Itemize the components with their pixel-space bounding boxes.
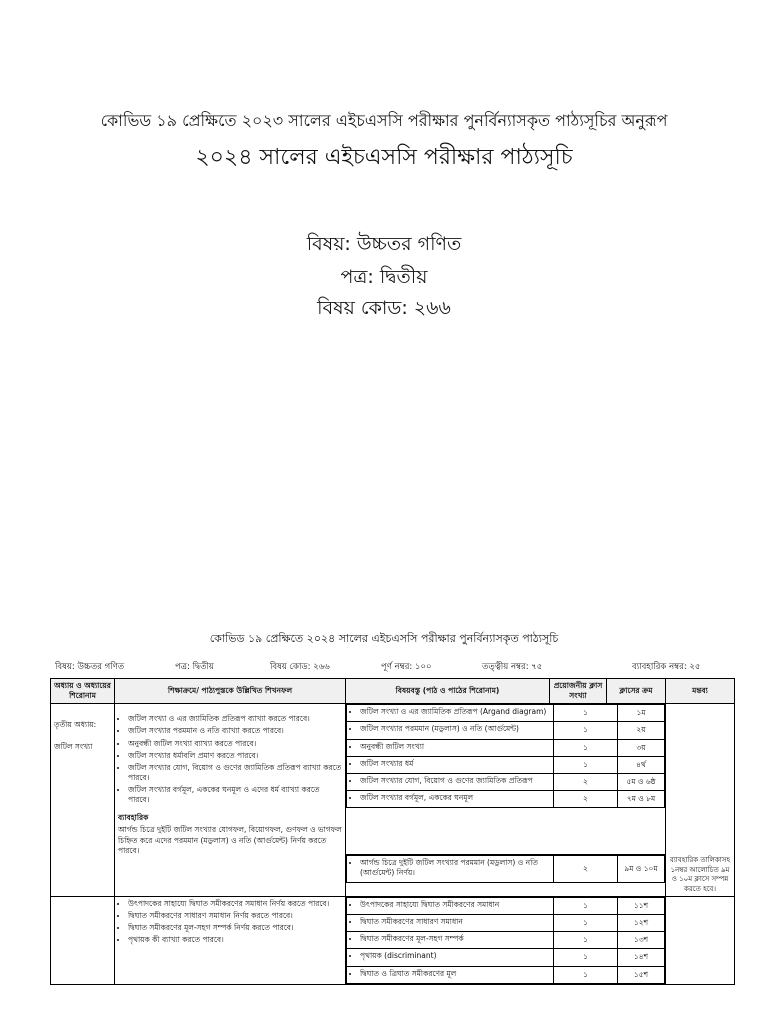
outcome-item: • জটিল সংখ্যার পরমমান ও নতি ব্যাখ্যা করতে পারবে। xyxy=(128,726,342,736)
class-order: ৯ম ও ১০ম xyxy=(618,855,665,882)
content-row xyxy=(347,932,665,949)
outcome-item: • পৃথায়ক কী ব্যাখ্যা করতে পারবে। xyxy=(128,935,342,945)
chapter3-remark xyxy=(666,704,735,897)
outcome-item: • অনুবন্ধী জটিল সংখ্যা ব্যাখ্যা করতে পারবে। xyxy=(128,739,342,749)
outcome-item: • দ্বিঘাত সমীকরণের সাধারণ সমাধান নির্ণয় করতে পারবে। xyxy=(128,911,342,921)
class-order: ১ম xyxy=(618,705,665,722)
class-count: ১ xyxy=(554,722,618,739)
chapter3-label: তৃতীয় অধ্যায়: xyxy=(54,720,97,730)
chapter3-content-block xyxy=(346,704,666,855)
class-order: ১৫শ xyxy=(618,966,665,983)
content-text: • অনুবন্ধী জটিল সংখ্যা xyxy=(360,742,550,752)
class-order: ৪র্থ xyxy=(618,756,665,773)
syllabus-table xyxy=(50,678,735,985)
cover-paper: পত্র: দ্বিতীয় xyxy=(340,266,428,288)
content-text: • জটিল সংখ্যার যোগ, বিয়োগ ও গুণের জ্যামিতিক প্রতিরূপ xyxy=(360,776,550,786)
table-row xyxy=(51,704,735,855)
chapter4-cell xyxy=(51,897,115,985)
class-order: ১৪শ xyxy=(618,949,665,966)
content-row xyxy=(347,756,665,773)
cover-subject-code: বিষয় কোড: ২৬৬ xyxy=(317,297,451,319)
class-count: ১ xyxy=(554,898,618,915)
outcome-item: • জটিল সংখ্যার ধর্মাবলি প্রমাণ করতে পারবে। xyxy=(128,751,342,761)
chapter4-remark xyxy=(666,897,735,985)
class-count: ২ xyxy=(554,790,618,807)
header-order: ক্লাসের ক্রম xyxy=(607,679,666,704)
class-count: ১ xyxy=(554,739,618,756)
content-row xyxy=(347,790,665,807)
header-classes: প্রয়োজনীয় ক্লাস সংখ্যা xyxy=(550,679,607,704)
content-row xyxy=(347,773,665,790)
remark-text: ব্যাবহারিক তালিকাসহ ১নম্বর আলোচিত ৯ম ও ১০ম ক্লাসে সম্পন্ন করতে হবে। xyxy=(669,856,731,893)
meta-paper: পত্র: দ্বিতীয় xyxy=(175,662,214,672)
practical-label: ব্যাবহারিক xyxy=(118,813,149,823)
content-text: • পৃথায়ক (discriminant) xyxy=(360,951,550,961)
chapter4-content-block xyxy=(346,897,666,985)
outcome-item: • জটিল সংখ্যা ও এর জ্যামিতিক প্রতিরূপ ব্যাখ্যা করতে পারবে। xyxy=(128,714,342,724)
header-chapter: অধ্যায় ও অধ্যায়ের শিরোনাম xyxy=(51,679,115,704)
class-count: ১ xyxy=(554,949,618,966)
content-row xyxy=(347,705,665,722)
chapter3-practical-block xyxy=(346,854,666,896)
header-content: বিষয়বস্তু (পাঠ ও পাঠের শিরোনাম) xyxy=(346,679,550,704)
meta-theory-marks: তত্ত্বীয় নম্বর: ৭৫ xyxy=(482,662,543,672)
content-text: • উৎপাদকের সাহায্যে দ্বিঘাত সমীকরণের সমাধান xyxy=(360,900,550,910)
outcome-item: • উৎপাদকের সাহায্যে দ্বিঘাত সমীকরণের সমাধান নির্ণয় করতে পারবে। xyxy=(128,899,342,909)
table-row xyxy=(51,897,735,985)
meta-full-marks: পূর্ণ নম্বর: ১০০ xyxy=(381,662,432,672)
practical-text: আর্গন্ড চিত্রে দুইটি জটিল সংখ্যার যোগফল, বিয়োগফল, গুণফল ও ভাগফল চিহ্নিত করে এদের পরমমান (মডুলাস) ও নতি (আর্গুমেন্ট) নির্ণয় করতে পারবে। xyxy=(118,825,342,855)
table-header-row xyxy=(51,679,735,704)
content-row xyxy=(347,855,665,882)
meta-practical-marks: ব্যাবহারিক নম্বর: ২৫ xyxy=(632,662,701,672)
chapter4-outcomes xyxy=(115,897,346,985)
content-text: • জটিল সংখ্যার বর্গমূল, এককের ঘনমূল xyxy=(360,793,550,803)
content-text: • জটিল সংখ্যা ও এর জ্যামিতিক প্রতিরূপ (Argand diagram) xyxy=(360,707,550,717)
content-row xyxy=(347,915,665,932)
class-count: ১ xyxy=(554,932,618,949)
outcome-item: • জটিল সংখ্যার যোগ, বিয়োগ ও গুণের জ্যামিতিক প্রতিরূপ ব্যাখ্যা করতে পারবে। xyxy=(128,763,342,783)
chapter3-cell xyxy=(51,704,115,897)
content-text: • দ্বিঘাত ও ত্রিঘাত সমীকরণের মূল xyxy=(360,969,550,979)
meta-code: বিষয় কোড: ২৬৬ xyxy=(270,662,330,672)
class-count: ২ xyxy=(554,855,618,882)
outcome-item: • দ্বিঘাত সমীকরণের মূল-সহগ সম্পর্ক নির্ণয় করতে পারবে। xyxy=(128,923,342,933)
class-order: ১৩শ xyxy=(618,932,665,949)
content-text: • জটিল সংখ্যার ধর্ম xyxy=(360,759,550,769)
content-row xyxy=(347,898,665,915)
chapter3-outcomes xyxy=(115,704,346,897)
content-text: • দ্বিঘাত সমীকরণের সাধারণ সমাধান xyxy=(360,917,550,927)
class-count: ১ xyxy=(554,966,618,983)
cover-heading-line2: ২০২৪ সালের এইচএসসি পরীক্ষার পাঠ্যসূচি xyxy=(195,145,573,170)
class-order: ৫ম ও ৬ষ্ঠ xyxy=(618,773,665,790)
header-remarks: মন্তব্য xyxy=(666,679,735,704)
content-text: • দ্বিঘাত সমীকরণের মূল-সহগ সম্পর্ক xyxy=(360,934,550,944)
meta-subject: বিষয়: উচ্চতর গণিত xyxy=(55,662,125,672)
cover-heading-line1: কোভিড ১৯ প্রেক্ষিতে ২০২৩ সালের এইচএসসি পরীক্ষার পুনর্বিন্যাসকৃত পাঠ্যসূচির অনুরূপ xyxy=(100,111,668,130)
class-order: ১১শ xyxy=(618,898,665,915)
content-text: • জটিল সংখ্যার পরমমান (মডুলাস) ও নতি (আর্গুমেন্ট) xyxy=(360,724,550,734)
class-count: ২ xyxy=(554,773,618,790)
class-order: ১২শ xyxy=(618,915,665,932)
content-row xyxy=(347,966,665,983)
content-row xyxy=(347,949,665,966)
class-order: ৭ম ও ৮ম xyxy=(618,790,665,807)
chapter3-title: জটিল সংখ্যা xyxy=(54,742,93,752)
header-outcomes: শিক্ষাক্রমে/ পাঠ্যপুস্তকে উল্লিখিত শিখনফল xyxy=(115,679,346,704)
content-row xyxy=(347,739,665,756)
cover-subject: বিষয়: উচ্চতর গণিত xyxy=(306,233,462,255)
class-count: ১ xyxy=(554,915,618,932)
class-order: ২য় xyxy=(618,722,665,739)
class-order: ৩য় xyxy=(618,739,665,756)
content-text: • আর্গন্ড চিত্রে দুইটি জটিল সংখ্যার পরমমান (মডুলাস) ও নতি (আর্গুমেন্ট) নির্ণয়। xyxy=(360,858,550,878)
content-row xyxy=(347,722,665,739)
class-count: ১ xyxy=(554,705,618,722)
syllabus-table-title: কোভিড ১৯ প্রেক্ষিতে ২০২৪ সালের এইচএসসি পরীক্ষার পুনর্বিন্যাসকৃত পাঠ্যসূচি xyxy=(209,632,559,645)
class-count: ১ xyxy=(554,756,618,773)
outcome-item: • জটিল সংখ্যার বর্গমূল, এককের ঘনমূল ও এদের ধর্ম ব্যাখ্যা করতে পারবে। xyxy=(128,785,342,805)
